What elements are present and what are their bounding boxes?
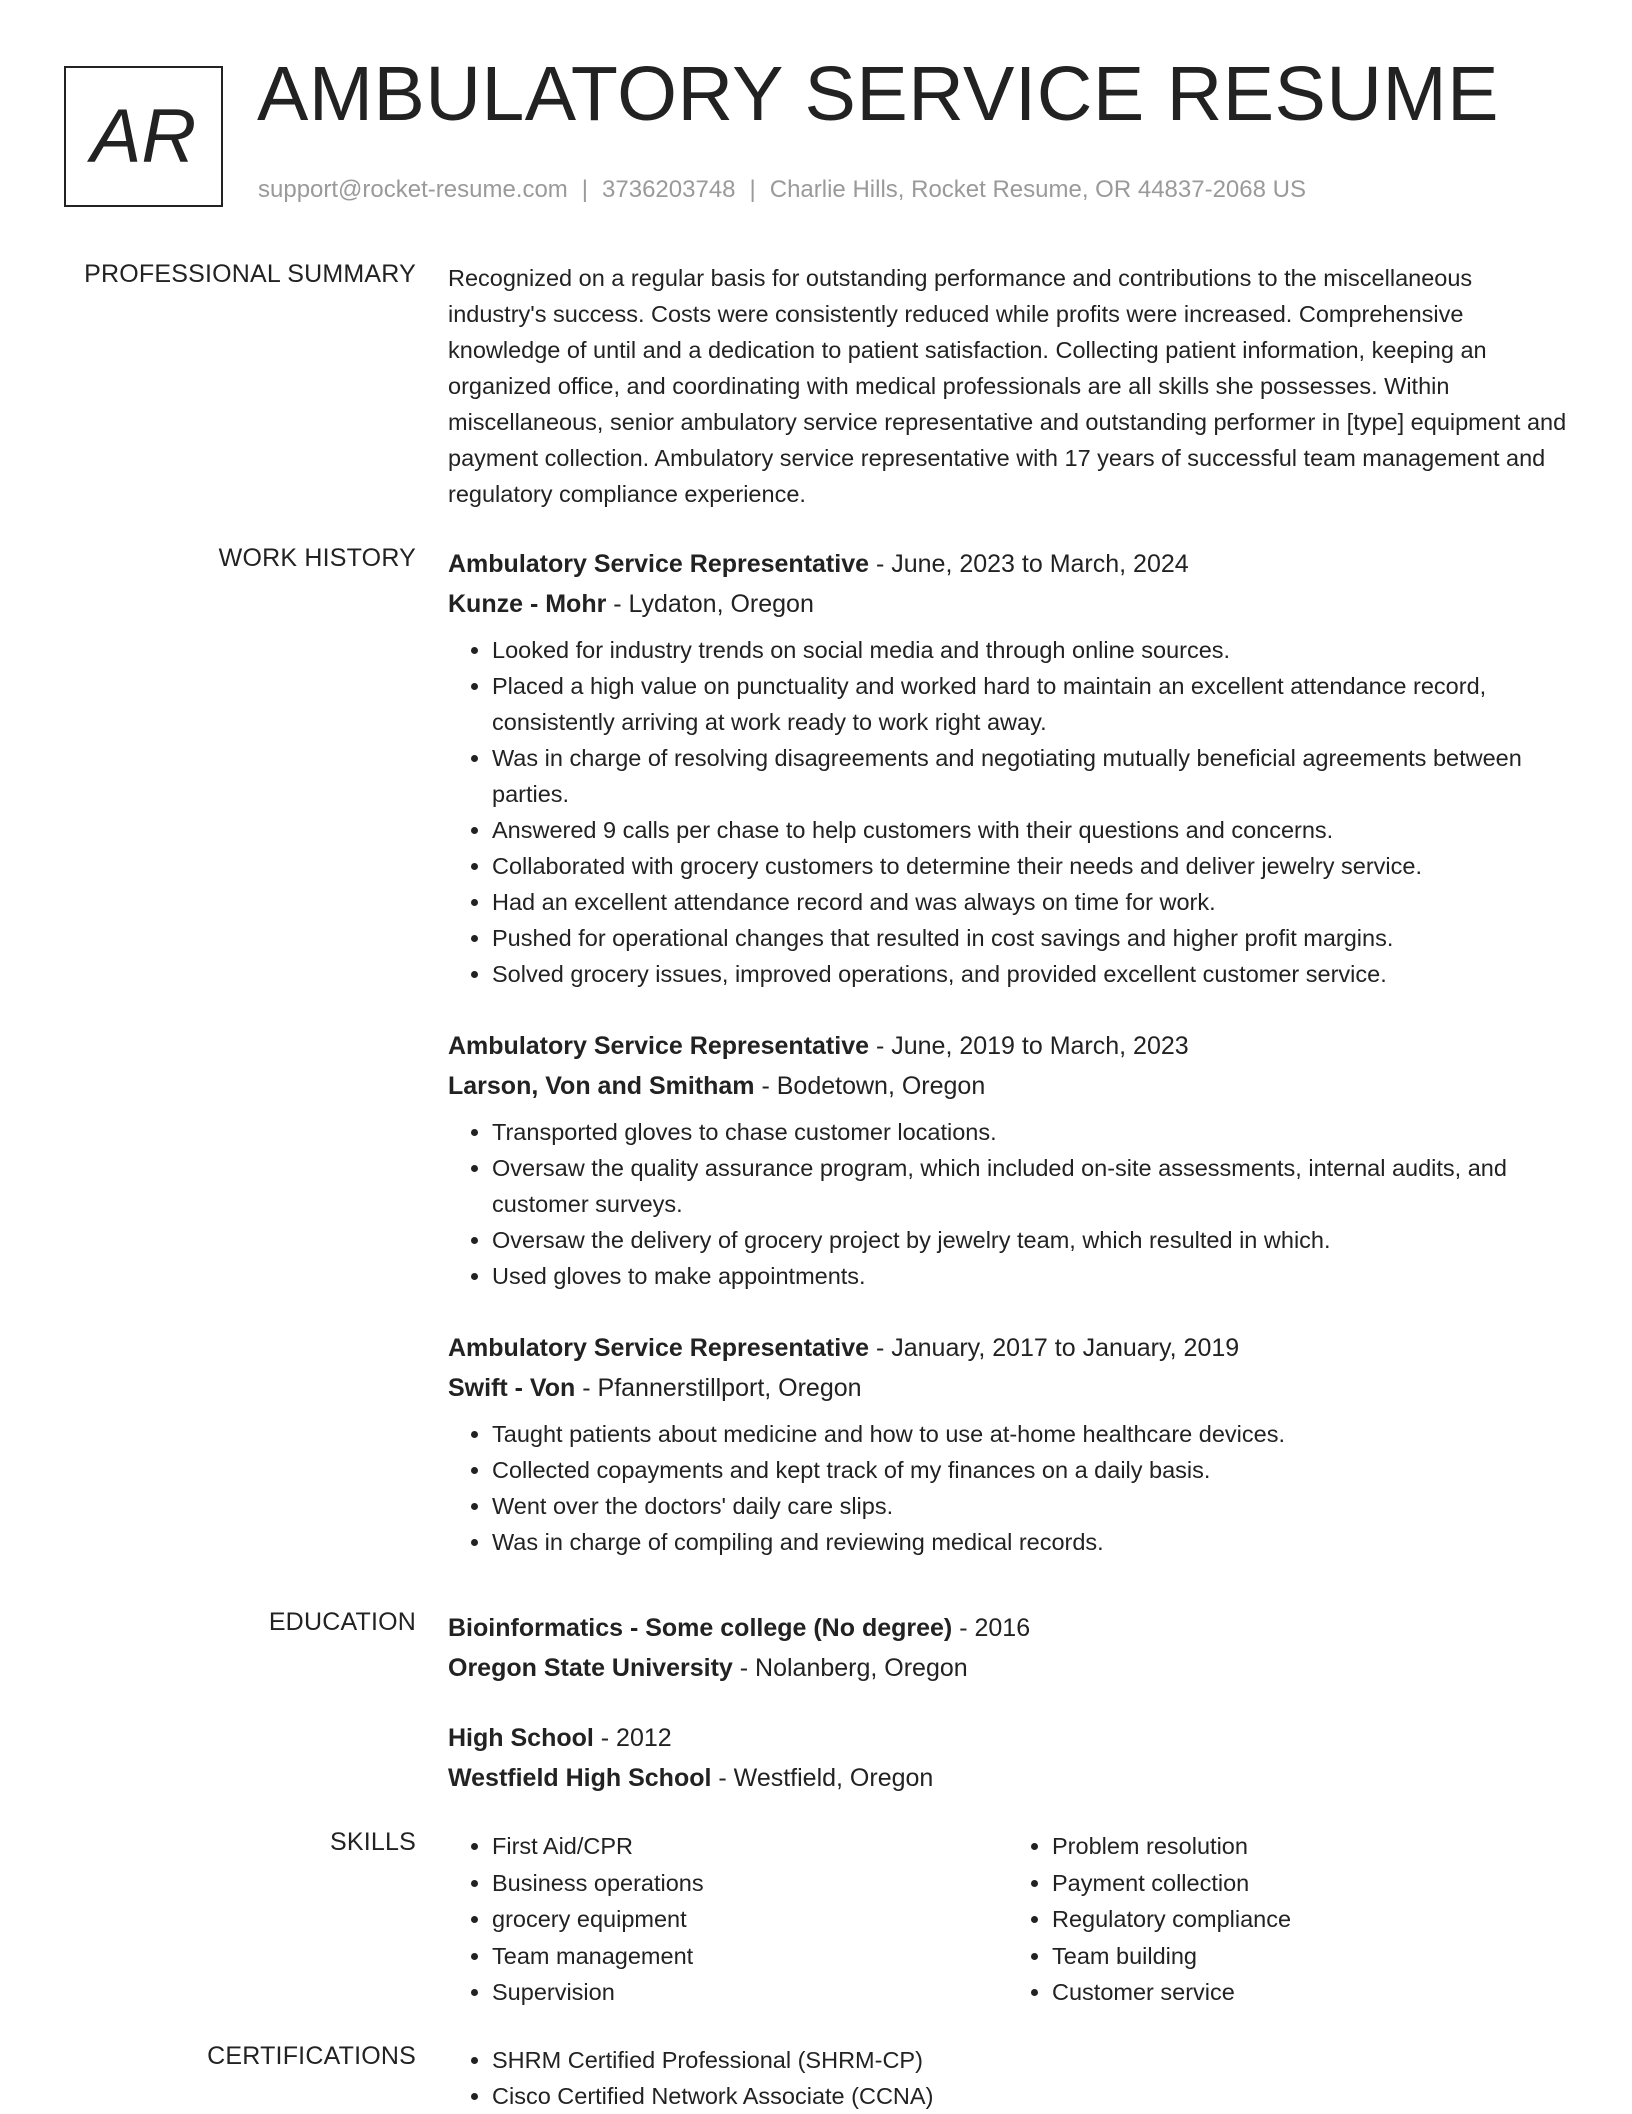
job-role: Ambulatory Service Representative xyxy=(448,550,870,578)
section-title: PROFESSIONAL SUMMARY xyxy=(84,260,416,288)
job-bullets xyxy=(448,1416,1568,1560)
list-item: • Collected copayments and kept track of my finances on a daily basis. xyxy=(492,1452,1568,1488)
monogram-badge: AR xyxy=(64,66,223,207)
job-location: - Bodetown, Oregon xyxy=(754,1072,986,1100)
list-item: • Looked for industry trends on social media and through online sources. xyxy=(492,632,1568,668)
list-item: • Business operations xyxy=(492,1865,1008,1902)
certifications-list xyxy=(448,2042,1568,2114)
job-role: Ambulatory Service Representative xyxy=(448,1032,870,1060)
list-item: • Oversaw the delivery of grocery project by jewelry team, which resulted in which. xyxy=(492,1222,1568,1258)
education-degree: High School xyxy=(448,1724,594,1752)
section-title: CERTIFICATIONS xyxy=(207,2042,416,2070)
list-item: • Team management xyxy=(492,1938,1008,1975)
education-degree: Bioinformatics - Some college (No degree) xyxy=(448,1614,953,1642)
list-item: • First Aid/CPR xyxy=(492,1828,1008,1865)
education-degree-line xyxy=(448,1718,1568,1758)
section-title: WORK HISTORY xyxy=(218,544,416,572)
job-company-line xyxy=(448,1368,1568,1408)
section-title: SKILLS xyxy=(330,1828,416,1856)
list-item: • Collaborated with grocery customers to determine their needs and deliver jewelry service. xyxy=(492,848,1568,884)
contact-phone: 3736203748 xyxy=(602,176,736,203)
education-year: - 2012 xyxy=(593,1724,672,1752)
list-item: • Had an excellent attendance record and was always on time for work. xyxy=(492,884,1568,920)
education-school-line xyxy=(448,1648,1568,1688)
job-title-line xyxy=(448,1328,1568,1368)
job-company: Swift - Von xyxy=(448,1374,576,1402)
job-company-line xyxy=(448,1066,1568,1106)
job-role: Ambulatory Service Representative xyxy=(448,1334,870,1362)
job-dates: - June, 2019 to March, 2023 xyxy=(869,1032,1189,1060)
skills-columns xyxy=(448,1828,1568,2011)
contact-line xyxy=(258,176,1306,204)
list-item: • Supervision xyxy=(492,1974,1008,2011)
job-title-line xyxy=(448,544,1568,584)
education-location: - Nolanberg, Oregon xyxy=(732,1654,968,1682)
job-entry xyxy=(448,544,1568,992)
job-company: Kunze - Mohr xyxy=(448,590,607,618)
education-school: Westfield High School xyxy=(448,1764,712,1792)
job-bullets xyxy=(448,632,1568,992)
list-item: • Was in charge of resolving disagreements and negotiating mutually beneficial agreements between parties. xyxy=(492,740,1568,812)
summary-text: Recognized on a regular basis for outstanding performance and contributions to the miscellaneous industry's success. Costs were consistently reduced while profits were increased. Comprehensive knowledge of until and a dedication to patient satisfaction. Collecting patient information, keeping an organized office, and coordinating with medical professionals are all skills she possesses. Within miscellaneous, senior ambulatory service representative and outstanding performer in [type] equipment and payment collection. Ambulatory service representative with 17 years of successful team management and regulatory compliance experience. xyxy=(448,265,1567,507)
list-item: • grocery equipment xyxy=(492,1901,1008,1938)
job-bullets xyxy=(448,1114,1568,1294)
list-item: • SHRM Certified Professional (SHRM-CP) xyxy=(492,2042,1568,2078)
contact-address: Charlie Hills, Rocket Resume, OR 44837-2068 US xyxy=(769,176,1306,203)
list-item: • Customer service xyxy=(1052,1974,1568,2011)
list-item: • Team building xyxy=(1052,1938,1568,1975)
job-entry xyxy=(448,1328,1568,1560)
education-school: Oregon State University xyxy=(448,1654,733,1682)
list-item: • Oversaw the quality assurance program, which included on-site assessments, internal audits, and customer surveys. xyxy=(492,1150,1568,1222)
list-item: • Regulatory compliance xyxy=(1052,1901,1568,1938)
education-year: - 2016 xyxy=(952,1614,1031,1642)
list-item: • Solved grocery issues, improved operations, and provided excellent customer service. xyxy=(492,956,1568,992)
education-entry xyxy=(448,1608,1568,1688)
list-item: • Answered 9 calls per chase to help customers with their questions and concerns. xyxy=(492,812,1568,848)
resume-title: AMBULATORY SERVICE RESUME xyxy=(257,51,1500,137)
skills-list-right xyxy=(1008,1828,1568,2011)
job-location: - Lydaton, Oregon xyxy=(606,590,814,618)
contact-separator: | xyxy=(581,176,589,203)
list-item: • Was in charge of compiling and reviewing medical records. xyxy=(492,1524,1568,1560)
list-item: • Went over the doctors' daily care slips. xyxy=(492,1488,1568,1524)
education-degree-line xyxy=(448,1608,1568,1648)
contact-separator: | xyxy=(749,176,756,203)
education-entry xyxy=(448,1718,1568,1798)
list-item: • Placed a high value on punctuality and worked hard to maintain an excellent attendance record, consistently arriving at work ready to work right away. xyxy=(492,668,1568,740)
list-item: • Transported gloves to chase customer locations. xyxy=(492,1114,1568,1150)
contact-email: support@rocket-resume.com xyxy=(258,176,568,203)
job-entry xyxy=(448,1026,1568,1294)
list-item: • Used gloves to make appointments. xyxy=(492,1258,1568,1294)
job-company: Larson, Von and Smitham xyxy=(448,1072,755,1100)
list-item: • Taught patients about medicine and how to use at-home healthcare devices. xyxy=(492,1416,1568,1452)
skills-list-left xyxy=(448,1828,1008,2011)
education-location: - Westfield, Oregon xyxy=(711,1764,934,1792)
job-dates: - June, 2023 to March, 2024 xyxy=(869,550,1189,578)
list-item: • Pushed for operational changes that resulted in cost savings and higher profit margins. xyxy=(492,920,1568,956)
education-school-line xyxy=(448,1758,1568,1798)
job-location: - Pfannerstillport, Oregon xyxy=(575,1374,862,1402)
list-item: • Problem resolution xyxy=(1052,1828,1568,1865)
job-title-line xyxy=(448,1026,1568,1066)
job-dates: - January, 2017 to January, 2019 xyxy=(869,1334,1240,1362)
section-title: EDUCATION xyxy=(268,1608,416,1636)
list-item: • Payment collection xyxy=(1052,1865,1568,1902)
list-item: • Cisco Certified Network Associate (CCNA) xyxy=(492,2078,1568,2114)
job-company-line xyxy=(448,584,1568,624)
